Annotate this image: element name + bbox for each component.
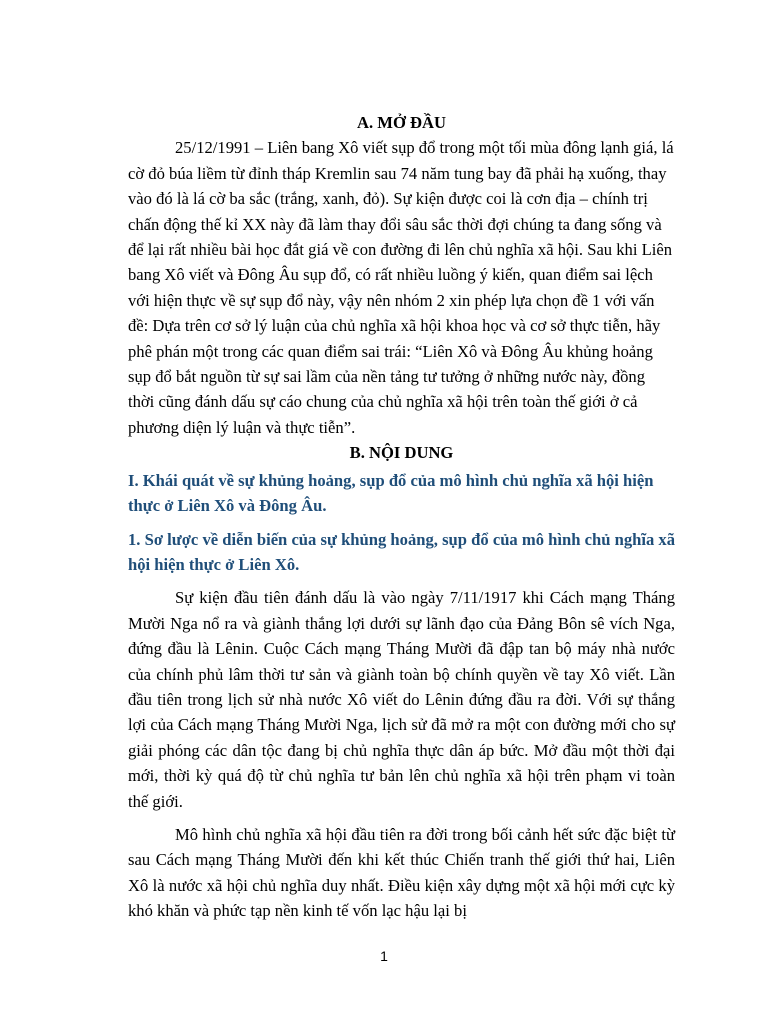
heading-noi-dung: B. NỘI DUNG: [349, 443, 454, 463]
heading-mo-dau: A. MỞ ĐẦU: [357, 113, 446, 132]
page-content: [128, 110, 675, 924]
intro-paragraph: 25/12/1991 – Liên bang Xô viết sụp đổ trong một tối mùa đông lạnh giá, lá cờ đỏ búa liềm từ đỉnh tháp Kremlin sau 74 năm tung bay đã phải hạ xuống, thay vào đó là lá cờ ba sắc (trắng, xanh, đỏ). Sự kiện được coi là cơn địa – chính trị chấn động thế kỉ XX này đã làm thay đổi sâu sắc thời đợi chúng ta đang sống và để lại rất nhiều bài học đắt giá về con đường đi lên chủ nghĩa xã hội. Sau khi Liên bang Xô viết và Đông Âu sụp đổ, có rất nhiều luồng ý kiến, quan điểm sai lệch với hiện thực về sự sụp đổ này, vậy nên nhóm 2 xin phép lựa chọn đề 1 với vấn đề: Dựa trên cơ sở lý luận của chủ nghĩa xã hội khoa học và cơ sở thực tiễn, hãy phê phán một trong các quan điểm sai trái: “Liên Xô và Đông Âu khủng hoảng sụp đổ bắt nguồn từ sự sai lầm của nền tảng tư tưởng ở những nước này, đồng thời cũng đánh dấu sự cáo chung của chủ nghĩa xã hội trên toàn thế giới ở cả phương diện lý luận và thực tiễn”.: [128, 138, 674, 437]
body-paragraph-2: Mô hình chủ nghĩa xã hội đầu tiên ra đời trong bối cảnh hết sức đặc biệt từ sau Cách mạng Tháng Mười đến khi kết thúc Chiến tranh thế giới thứ hai, Liên Xô là nước xã hội chủ nghĩa duy nhất. Điều kiện xây dựng một xã hội mới cực kỳ khó khăn và phức tạp nền kinh tế vốn lạc hậu lại bị: [128, 824, 675, 921]
page-number: 1: [380, 948, 388, 964]
section-heading-1: I. Khái quát về sự khủng hoảng, sụp đổ của mô hình chủ nghĩa xã hội hiện thực ở Liên Xô và Đông Âu.: [128, 470, 654, 516]
body-paragraph-1: Sự kiện đầu tiên đánh dấu là vào ngày 7/11/1917 khi Cách mạng Tháng Mười Nga nổ ra và giành thắng lợi dưới sự lãnh đạo của Đảng Bôn sê vích Nga, đứng đầu là Lênin. Cuộc Cách mạng Tháng Mười đã đập tan bộ máy nhà nước của chính phủ lâm thời tư sản và giành toàn bộ chính quyền về tay Xô viết. Lần đầu tiên trong lịch sử nhà nước Xô viết do Lênin đứng đầu ra đời. Với sự thắng lợi của Cách mạng Tháng Mười Nga, lịch sử đã mở ra một con đường mới cho sự giải phóng các dân tộc đang bị chủ nghĩa thực dân áp bức. Mở đầu một thời đại mới, thời kỳ quá độ từ chủ nghĩa tư bản lên chủ nghĩa xã hội trên phạm vi toàn thế giới.: [128, 588, 675, 811]
subsection-heading-1: 1. Sơ lược về diễn biến của sự khủng hoảng, sụp đổ của mô hình chủ nghĩa xã hội hiện thực ở Liên Xô.: [128, 529, 675, 574]
